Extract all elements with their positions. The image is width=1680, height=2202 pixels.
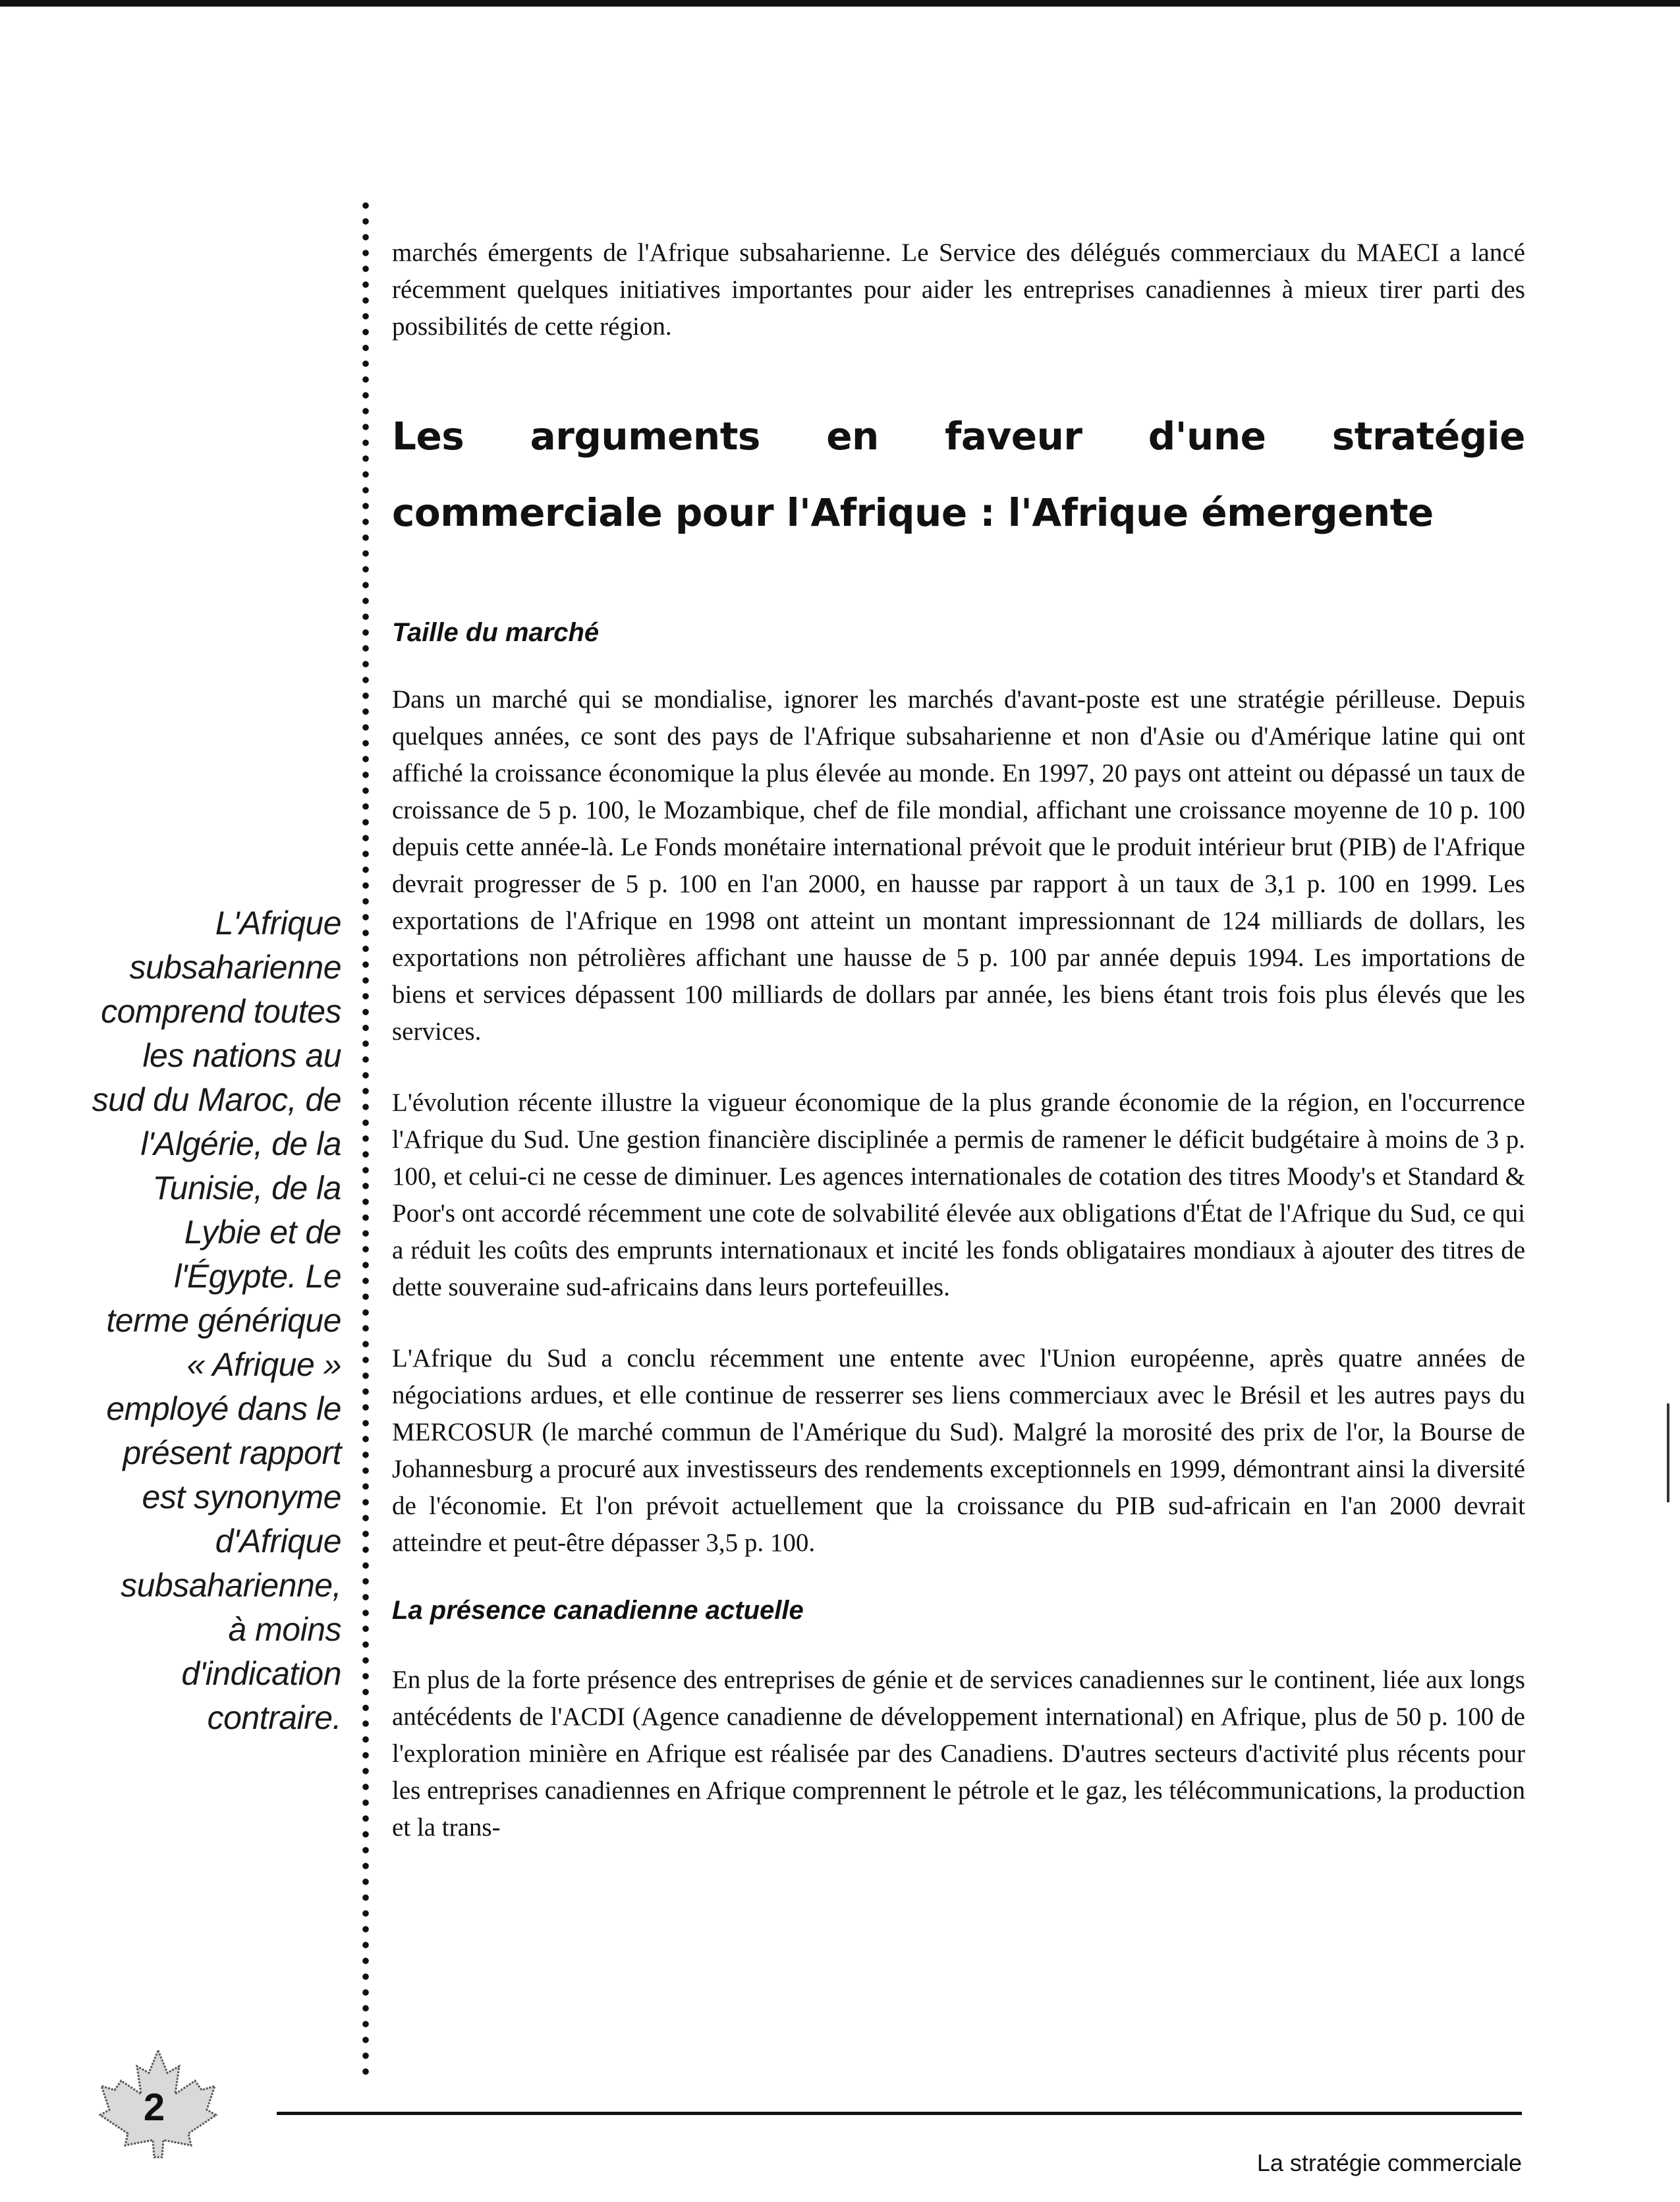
maple-leaf-icon [99, 2047, 217, 2159]
paragraph-south-africa-trade: L'Afrique du Sud a conclu récemment une entente avec l'Union européenne, après quatre années de négociations ardues, et elle continue de resserrer ses liens commerciaux avec le Brésil et les autres pays du MERCOSUR (le marché commun de l'Amérique du Sud). Malgré la morosité des prix de l'or, la Bourse de Johannesburg a procuré aux investisseurs des rendements exceptionnels en 1999, démontrant ainsi la diversité de l'économie. Et l'on prévoit actuellement que la croissance du PIB sud-africain en l'an 2000 devrait atteindre et peut-être dépasser 3,5 p. 100. [392, 1344, 1525, 1557]
sidebar-line: sud du Maroc, de [92, 1081, 341, 1118]
sidebar-line: subsaharienne, [121, 1567, 341, 1604]
page-number: 2 [143, 2086, 165, 2129]
sidebar-line: Tunisie, de la [152, 1170, 341, 1206]
intro-paragraph: marchés émergents de l'Afrique subsaharienne. Le Service des délégués commerciaux du MAECI a lancé récemment quelques initiatives importantes pour aider les entreprises canadiennes à mieux tirer parti des possibilités de cette région. [392, 239, 1525, 341]
sidebar-line: terme générique [106, 1302, 341, 1339]
section-heading-market-size: Taille du marché [392, 618, 600, 647]
sidebar-line: d'indication [181, 1655, 341, 1692]
sidebar-note [46, 901, 341, 1740]
dotted-margin-rule [361, 198, 370, 2079]
footer-rule [277, 2112, 1522, 2115]
main-text-column [392, 235, 1525, 1846]
sidebar-line: présent rapport [123, 1434, 341, 1471]
footer-title: La stratégie commerciale [1256, 2149, 1522, 2176]
sidebar-line: est synonyme [142, 1479, 341, 1515]
section-heading-canadian-presence: La présence canadienne actuelle [392, 1596, 804, 1625]
paragraph-canadian-presence: En plus de la forte présence des entreprises de génie et de services canadiennes sur le continent, liée aux longs antécédents de l'ACDI (Agence canadienne de développement international) en Afrique, plus de 50 p. 100 de l'exploration minière en Afrique est réalisée par des Canadiens. D'autres secteurs d'activité plus récents pour les entreprises canadiennes en Afrique comprennent le pétrole et le gaz, les télécommunications, la production et la trans- [392, 1666, 1525, 1842]
sidebar-line: comprend toutes [101, 993, 341, 1030]
sidebar-line: les nations au [142, 1037, 341, 1074]
sidebar-line: contraire. [207, 1699, 341, 1736]
sidebar-line: Lybie et de [184, 1214, 341, 1251]
sidebar-line: L'Afrique [215, 905, 341, 942]
top-border-rule [0, 0, 1680, 7]
scan-edge-mark [1667, 1403, 1669, 1502]
paragraph-market-growth: Dans un marché qui se mondialise, ignorer les marchés d'avant-poste est une stratégie périlleuse. Depuis quelques années, ce sont des pays de l'Afrique subsaharienne et non d'Asie ou d'Amérique latine qui ont affiché la croissance économique la plus élevée au monde. En 1997, 20 pays ont atteint ou dépassé un taux de croissance de 5 p. 100, le Mozambique, chef de file mondial, affichant une croissance moyenne de 10 p. 100 depuis cette année-là. Le Fonds monétaire international prévoit que le produit intérieur brut (PIB) de l'Afrique devrait progresser de 5 p. 100 en l'an 2000, en hausse par rapport à un taux de 3,1 p. 100 en 1999. Les exportations de l'Afrique en 1998 ont atteint un montant impressionnant de 124 milliards de dollars, les exportations non pétrolières affichant une hausse de 5 p. 100 par année depuis 1994. Les importations de biens et services dépassent 100 milliards de dollars par année, les biens étant trois fois plus élevés que les services. [392, 685, 1525, 1046]
sidebar-line: subsaharienne [129, 949, 341, 986]
sidebar-line: employé dans le [106, 1390, 341, 1427]
paragraph-south-africa-economy: L'évolution récente illustre la vigueur économique de la plus grande économie de la région, en l'occurrence l'Afrique du Sud. Une gestion financière disciplinée a permis de ramener le déficit budgétaire à moins de 3 p. 100, et celui-ci ne cesse de diminuer. Les agences internationales de cotation des titres Moody's et Standard & Poor's ont accordé récemment une cote de solvabilité élevée aux obligations d'État de l'Afrique du Sud, ce qui a réduit les coûts des emprunts internationaux et incité les fonds obligataires mondiaux à ajouter des titres de dette souveraine sud-africains dans leurs portefeuilles. [392, 1088, 1525, 1301]
main-heading: Les arguments en faveur d'une stratégie commerciale pour l'Afrique : l'Afrique émergente [392, 414, 1525, 535]
sidebar-line: « Afrique » [186, 1346, 341, 1383]
sidebar-line: l'Algérie, de la [140, 1125, 341, 1162]
sidebar-line: d'Afrique [215, 1523, 341, 1560]
sidebar-line: à moins [228, 1611, 341, 1648]
sidebar-line: l'Égypte. Le [174, 1258, 341, 1295]
